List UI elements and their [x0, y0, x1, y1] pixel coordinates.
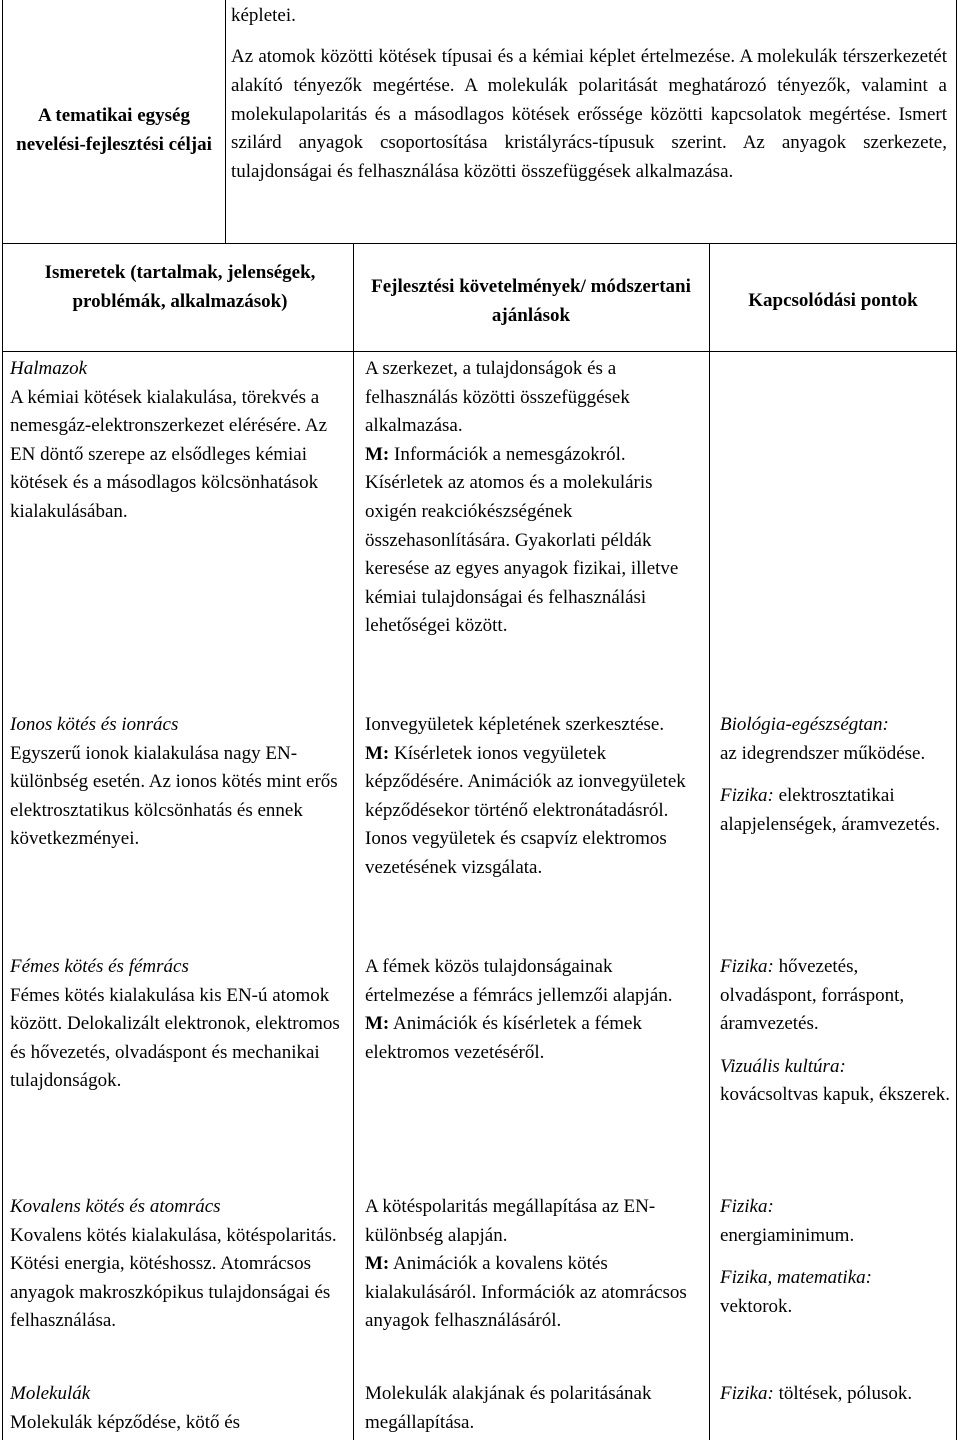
- subject-text: hővezetés, olvadáspont, forráspont, áramvezetés.: [720, 956, 905, 1035]
- topic-text: Egyszerű ionok kialakulása nagy EN-különbség esetén. Az ionos kötés mint erős elektrosztatikus kölcsönhatás és ennek következményei.: [10, 742, 338, 850]
- row-divider-2: [2, 351, 957, 352]
- row-divider-1: [2, 243, 957, 244]
- requirements-cell-molekulak: [365, 1380, 701, 1437]
- topic-text: Fémes kötés kialakulása kis EN-ú atomok között. Delokalizált elektronok, elektromos és hővezetés, olvadáspont és mechanikai tulajdonságok.: [10, 984, 340, 1092]
- requirement-text: A kötéspolaritás megállapítása az EN-különbség alapján.: [365, 1196, 656, 1246]
- table-border-right: [956, 0, 957, 1440]
- method-label: M:: [365, 1253, 390, 1275]
- goals-content: Az atomok közötti kötések típusai és a kémiai képlet értelmezése. A molekulák térszerkezetét alakító tényezők megértése. A molekulák polaritását meghatározó tényezők, valamint a molekulapolaritás és a másodlagos kötések erőssége közötti kapcsolatok megértése. Ismert szilárd anyagok csoportosítása kristályrács-típusuk szerint. Az anyagok szerkezete, tulajdonságai és felhasználása közötti összefüggések alkalmazása.: [231, 46, 947, 183]
- subject-label: Vizuális kultúra:: [720, 1055, 846, 1077]
- requirements-column-header: Fejlesztési követelmények/ módszertani ajánlások: [371, 276, 691, 326]
- requirements-cell-halmazok: [365, 355, 701, 641]
- method-text: Információk a nemesgázokról. Kísérletek az atomos és a molekuláris oxigén reakciókészségének összehasonlítására. Gyakorlati példák keresése az egyes anyagok fizikai, illetve kémiai tulajdonságai és felhasználási lehetőségei között.: [365, 443, 679, 637]
- topic-text: Molekulák képződése, kötő és: [10, 1411, 241, 1433]
- method-label: M:: [365, 742, 390, 764]
- knowledge-cell-molekulak: [10, 1380, 340, 1437]
- requirements-cell-kovalens: [365, 1193, 701, 1336]
- connections-cell-molekulak: [720, 1380, 952, 1409]
- topic-title: Fémes kötés és fémrács: [10, 956, 189, 977]
- subject-label: Fizika:: [720, 785, 774, 807]
- topic-text: A kémiai kötések kialakulása, törekvés a nemesgáz-elektronszerkezet elérésére. Az EN döntő szerepe az elsődleges kémiai kötések és a másodlagos kölcsönhatások kialakulásában.: [10, 386, 327, 522]
- topic-title: Ionos kötés és ionrács: [10, 714, 179, 735]
- knowledge-cell-ionos: [10, 711, 340, 854]
- topic-title: Kovalens kötés és atomrács: [10, 1196, 221, 1217]
- knowledge-cell-femes: [10, 953, 340, 1096]
- subject-text: az idegrendszer működése.: [720, 742, 926, 764]
- requirement-text: A fémek közös tulajdonságainak értelmezése a fémrács jellemzői alapján.: [365, 956, 673, 1006]
- method-label: M:: [365, 1013, 390, 1035]
- subject-text: vektorok.: [720, 1295, 793, 1317]
- connections-column-header: Kapcsolódási pontok: [748, 290, 918, 311]
- knowledge-cell-kovalens: [10, 1193, 340, 1336]
- method-text: Kísérletek ionos vegyületek képződésére. Animációk az ionvegyületek képződésekor történő elektronátadásról. Ionos vegyületek és csapvíz elektromos vezetésének vizsgálata.: [365, 742, 686, 878]
- goals-label: A tematikai egység nevelési-fejlesztési céljai: [16, 105, 212, 155]
- requirement-text: Molekulák alakjának és polaritásának megállapítása.: [365, 1383, 652, 1433]
- subject-label: Fizika:: [720, 1196, 774, 1217]
- col-divider-1: [225, 0, 226, 244]
- subject-label: Biológia-egészségtan:: [720, 714, 889, 735]
- subject-text: energiaminimum.: [720, 1224, 855, 1246]
- col-divider-3: [709, 244, 710, 1440]
- requirements-cell-ionos: [365, 711, 701, 883]
- connections-cell-femes: [720, 953, 952, 1110]
- topic-title: Halmazok: [10, 358, 88, 379]
- requirement-text: Ionvegyületek képletének szerkesztése.: [365, 714, 665, 735]
- subject-label: Fizika:: [720, 1383, 774, 1404]
- method-text: Animációk és kísérletek a fémek elektromos vezetéséről.: [365, 1013, 642, 1063]
- requirements-cell-femes: [365, 953, 701, 1067]
- knowledge-cell-halmazok: [10, 355, 340, 527]
- topic-text: Kovalens kötés kialakulása, kötéspolaritás. Kötési energia, kötéshossz. Atomrácsos anyagok makroszkópikus tulajdonságai és felhasználása.: [10, 1224, 337, 1332]
- topic-title: Molekulák: [10, 1383, 91, 1404]
- connections-cell-kovalens: [720, 1193, 952, 1321]
- requirement-text: A szerkezet, a tulajdonságok és a felhasználás közötti összefüggések alkalmazása.: [365, 358, 630, 437]
- subject-text: elektrosztatikai alapjelenségek, áramvezetés.: [720, 785, 940, 835]
- goals-content-top: képletei.: [231, 5, 296, 26]
- col-divider-2: [353, 244, 354, 1440]
- subject-text: töltések, pólusok.: [773, 1383, 913, 1404]
- knowledge-column-header: Ismeretek (tartalmak, jelenségek, problémák, alkalmazások): [44, 262, 316, 312]
- method-label: M:: [365, 443, 390, 465]
- subject-label: Fizika, matematika:: [720, 1267, 872, 1289]
- table-border-left: [2, 0, 3, 1440]
- connections-cell-ionos: [720, 711, 952, 839]
- method-text: Animációk a kovalens kötés kialakulásáról. Információk az atomrácsos anyagok felhasználásáról.: [365, 1253, 687, 1332]
- subject-label: Fizika:: [720, 956, 774, 977]
- subject-text: kovácsoltvas kapuk, ékszerek.: [720, 1084, 951, 1106]
